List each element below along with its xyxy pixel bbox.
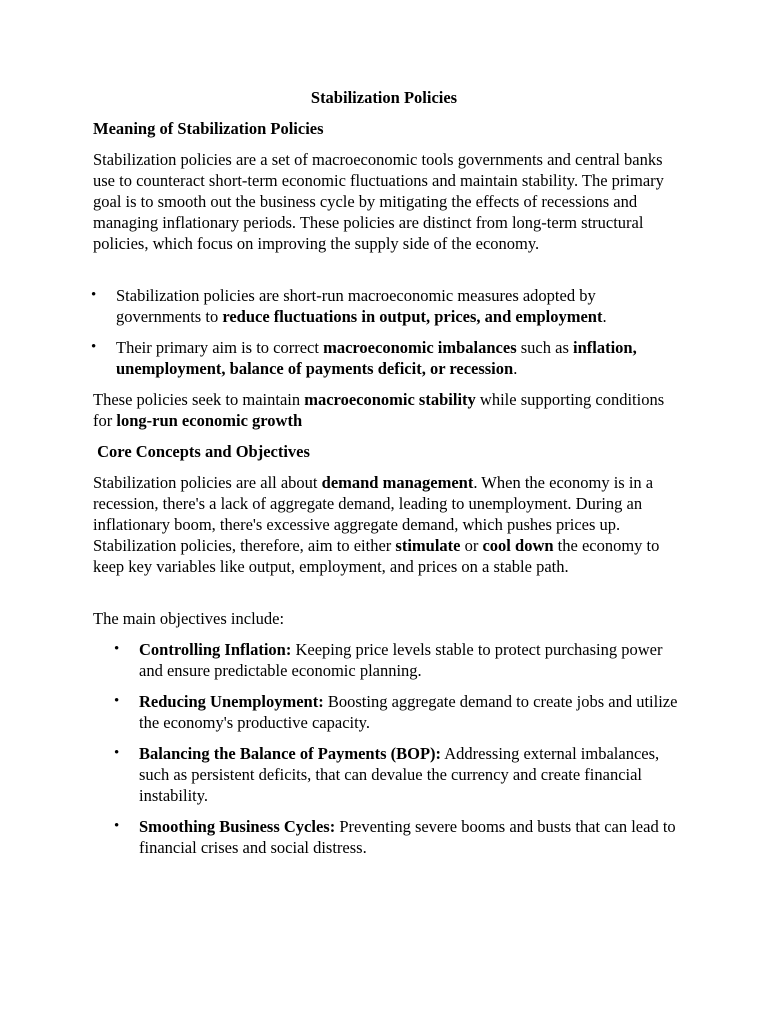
paragraph-text: while supporting conditions for bbox=[93, 390, 665, 430]
paragraph-text: or bbox=[460, 536, 483, 555]
bullet-text: . bbox=[513, 359, 518, 378]
objective-label: Controlling Inflation: bbox=[139, 640, 292, 659]
bullet-icon: • bbox=[114, 745, 120, 761]
objective-text: Addressing external imbalances, such as persistent deficits, that can devalue the currency and create financial instability. bbox=[139, 744, 660, 805]
meaning-paragraph: Stabilization policies are a set of macroeconomic tools governments and central banks use to counteract short-term economic fluctuations and maintain stability. The primary goal is to smooth out the business cycle by mitigating the effects of recessions and managing inflationary periods. These policies are distinct from long-term structural policies, which focus on improving the supply side of the economy. bbox=[93, 150, 664, 253]
meaning-bullet-list bbox=[91, 285, 678, 389]
objective-label: Balancing the Balance of Payments (BOP): bbox=[139, 744, 442, 763]
demand-management-paragraph bbox=[93, 472, 678, 577]
paragraph-bold-text: macroeconomic stability bbox=[304, 390, 476, 409]
objectives-intro: The main objectives include: bbox=[93, 609, 285, 628]
paragraph-bold-text: long-run economic growth bbox=[116, 411, 303, 430]
objective-text: Keeping price levels stable to protect purchasing power and ensure predictable economic planning. bbox=[139, 640, 663, 680]
bullet-bold-text: inflation, unemployment, balance of payments deficit, or recession bbox=[116, 338, 637, 378]
bullet-bold-text: reduce fluctuations in output, prices, and employment bbox=[222, 307, 603, 326]
list-item bbox=[114, 639, 684, 681]
paragraph-text: Stabilization policies are all about bbox=[93, 473, 322, 492]
paragraph-text: These policies seek to maintain bbox=[93, 390, 305, 409]
document-title: Stabilization Policies bbox=[310, 88, 458, 107]
bullet-text: Stabilization policies are short-run macroeconomic measures adopted by governments to bbox=[116, 286, 596, 326]
paragraph-bold-text: stimulate bbox=[395, 536, 461, 555]
paragraph-bold-text: cool down bbox=[482, 536, 554, 555]
stability-paragraph bbox=[93, 389, 678, 431]
list-item bbox=[91, 285, 678, 327]
paragraph-text: the economy to keep key variables like output, employment, and prices on a stable path. bbox=[93, 536, 660, 576]
list-item bbox=[114, 816, 684, 858]
objective-text: Boosting aggregate demand to create jobs and utilize the economy's productive capacity. bbox=[139, 692, 678, 732]
list-item bbox=[114, 743, 684, 806]
section-heading-meaning: Meaning of Stabilization Policies bbox=[93, 119, 324, 138]
bullet-icon: • bbox=[114, 818, 120, 834]
list-item bbox=[114, 691, 684, 733]
bullet-text: Their primary aim is to correct bbox=[116, 338, 324, 357]
objective-text: Preventing severe booms and busts that can lead to financial crises and social distress. bbox=[139, 817, 676, 857]
bullet-icon: • bbox=[114, 693, 120, 709]
section-heading-core-concepts: Core Concepts and Objectives bbox=[93, 442, 310, 461]
bullet-icon: • bbox=[91, 287, 97, 303]
paragraph-text: . When the economy is in a recession, there's a lack of aggregate demand, leading to unemployment. During an inflationary boom, there's excessive aggregate demand, which pushes prices up. Stabilization policies, therefore, aim to either bbox=[93, 473, 654, 555]
objectives-list bbox=[114, 639, 684, 868]
bullet-text: . bbox=[602, 307, 607, 326]
objective-label: Smoothing Business Cycles: bbox=[139, 817, 336, 836]
bullet-icon: • bbox=[91, 339, 97, 355]
paragraph-bold-text: demand management bbox=[321, 473, 474, 492]
bullet-text: such as bbox=[516, 338, 573, 357]
bullet-icon: • bbox=[114, 641, 120, 657]
list-item bbox=[91, 337, 678, 379]
bullet-bold-text: macroeconomic imbalances bbox=[323, 338, 517, 357]
objective-label: Reducing Unemployment: bbox=[139, 692, 324, 711]
